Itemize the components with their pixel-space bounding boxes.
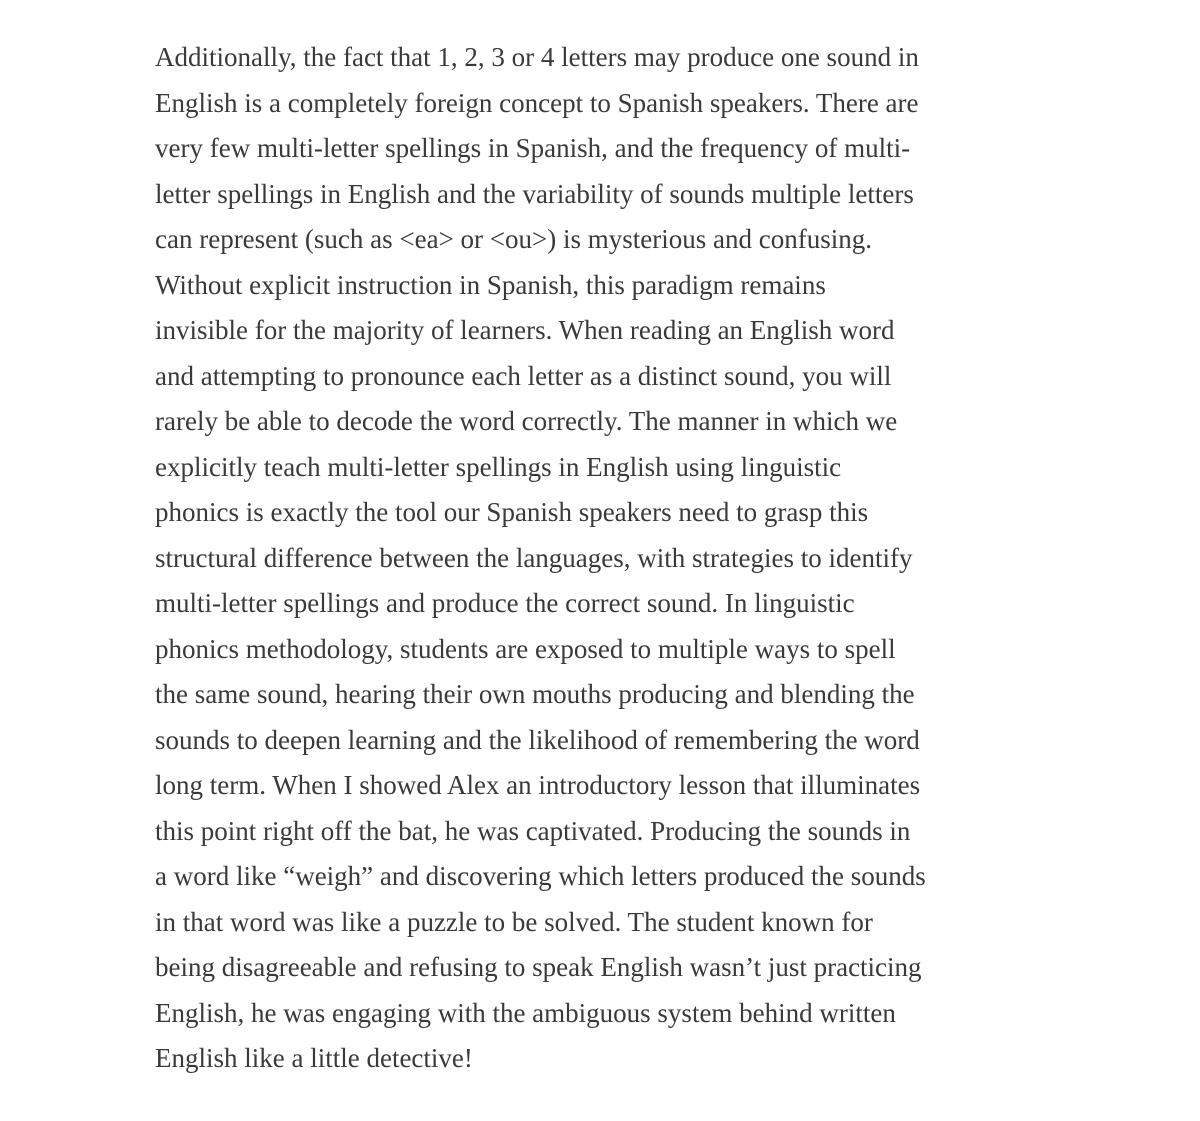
paragraph-line: Without explicit instruction in Spanish, this paradigm remains	[155, 269, 826, 300]
paragraph-line: very few multi-letter spellings in Spanish, and the frequency of multi-	[155, 133, 911, 163]
article-body	[155, 35, 1055, 1082]
paragraph	[155, 35, 1055, 1082]
paragraph-line: a word like “weigh” and discovering which letters produced the sounds	[155, 861, 926, 891]
paragraph-line: Additionally, the fact that 1, 2, 3 or 4 letters may produce one sound in	[155, 42, 919, 72]
paragraph-line: explicitly teach multi-letter spellings in English using linguistic	[155, 451, 842, 482]
paragraph-line: and attempting to pronounce each letter as a distinct sound, you will	[155, 360, 892, 391]
paragraph-line: multi-letter spellings and produce the correct sound. In linguistic	[155, 588, 855, 618]
paragraph-line: English like a little detective!	[155, 1043, 473, 1073]
paragraph-line: English is a completely foreign concept to Spanish speakers. There are	[155, 87, 919, 118]
paragraph-line: the same sound, hearing their own mouths producing and blending the	[155, 679, 915, 709]
paragraph-line: this point right off the bat, he was captivated. Producing the sounds in	[155, 815, 911, 846]
paragraph-line: being disagreeable and refusing to speak English wasn’t just practicing	[155, 952, 922, 982]
paragraph-line: rarely be able to decode the word correctly. The manner in which we	[155, 406, 898, 436]
paragraph-line: sounds to deepen learning and the likelihood of remembering the word	[155, 724, 920, 755]
paragraph-line: structural difference between the languages, with strategies to identify	[155, 542, 913, 573]
paragraph-line: phonics is exactly the tool our Spanish speakers need to grasp this	[155, 497, 869, 527]
paragraph-line: phonics methodology, students are exposed to multiple ways to spell	[155, 633, 896, 664]
paragraph-line: can represent (such as <ea> or <ou>) is mysterious and confusing.	[155, 224, 872, 254]
paragraph-line: letter spellings in English and the variability of sounds multiple letters	[155, 178, 914, 209]
paragraph-line: English, he was engaging with the ambiguous system behind written	[155, 997, 896, 1028]
paragraph-line: in that word was like a puzzle to be solved. The student known for	[155, 906, 873, 937]
paragraph-line: long term. When I showed Alex an introductory lesson that illuminates	[155, 770, 921, 800]
paragraph-line: invisible for the majority of learners. When reading an English word	[155, 315, 895, 345]
